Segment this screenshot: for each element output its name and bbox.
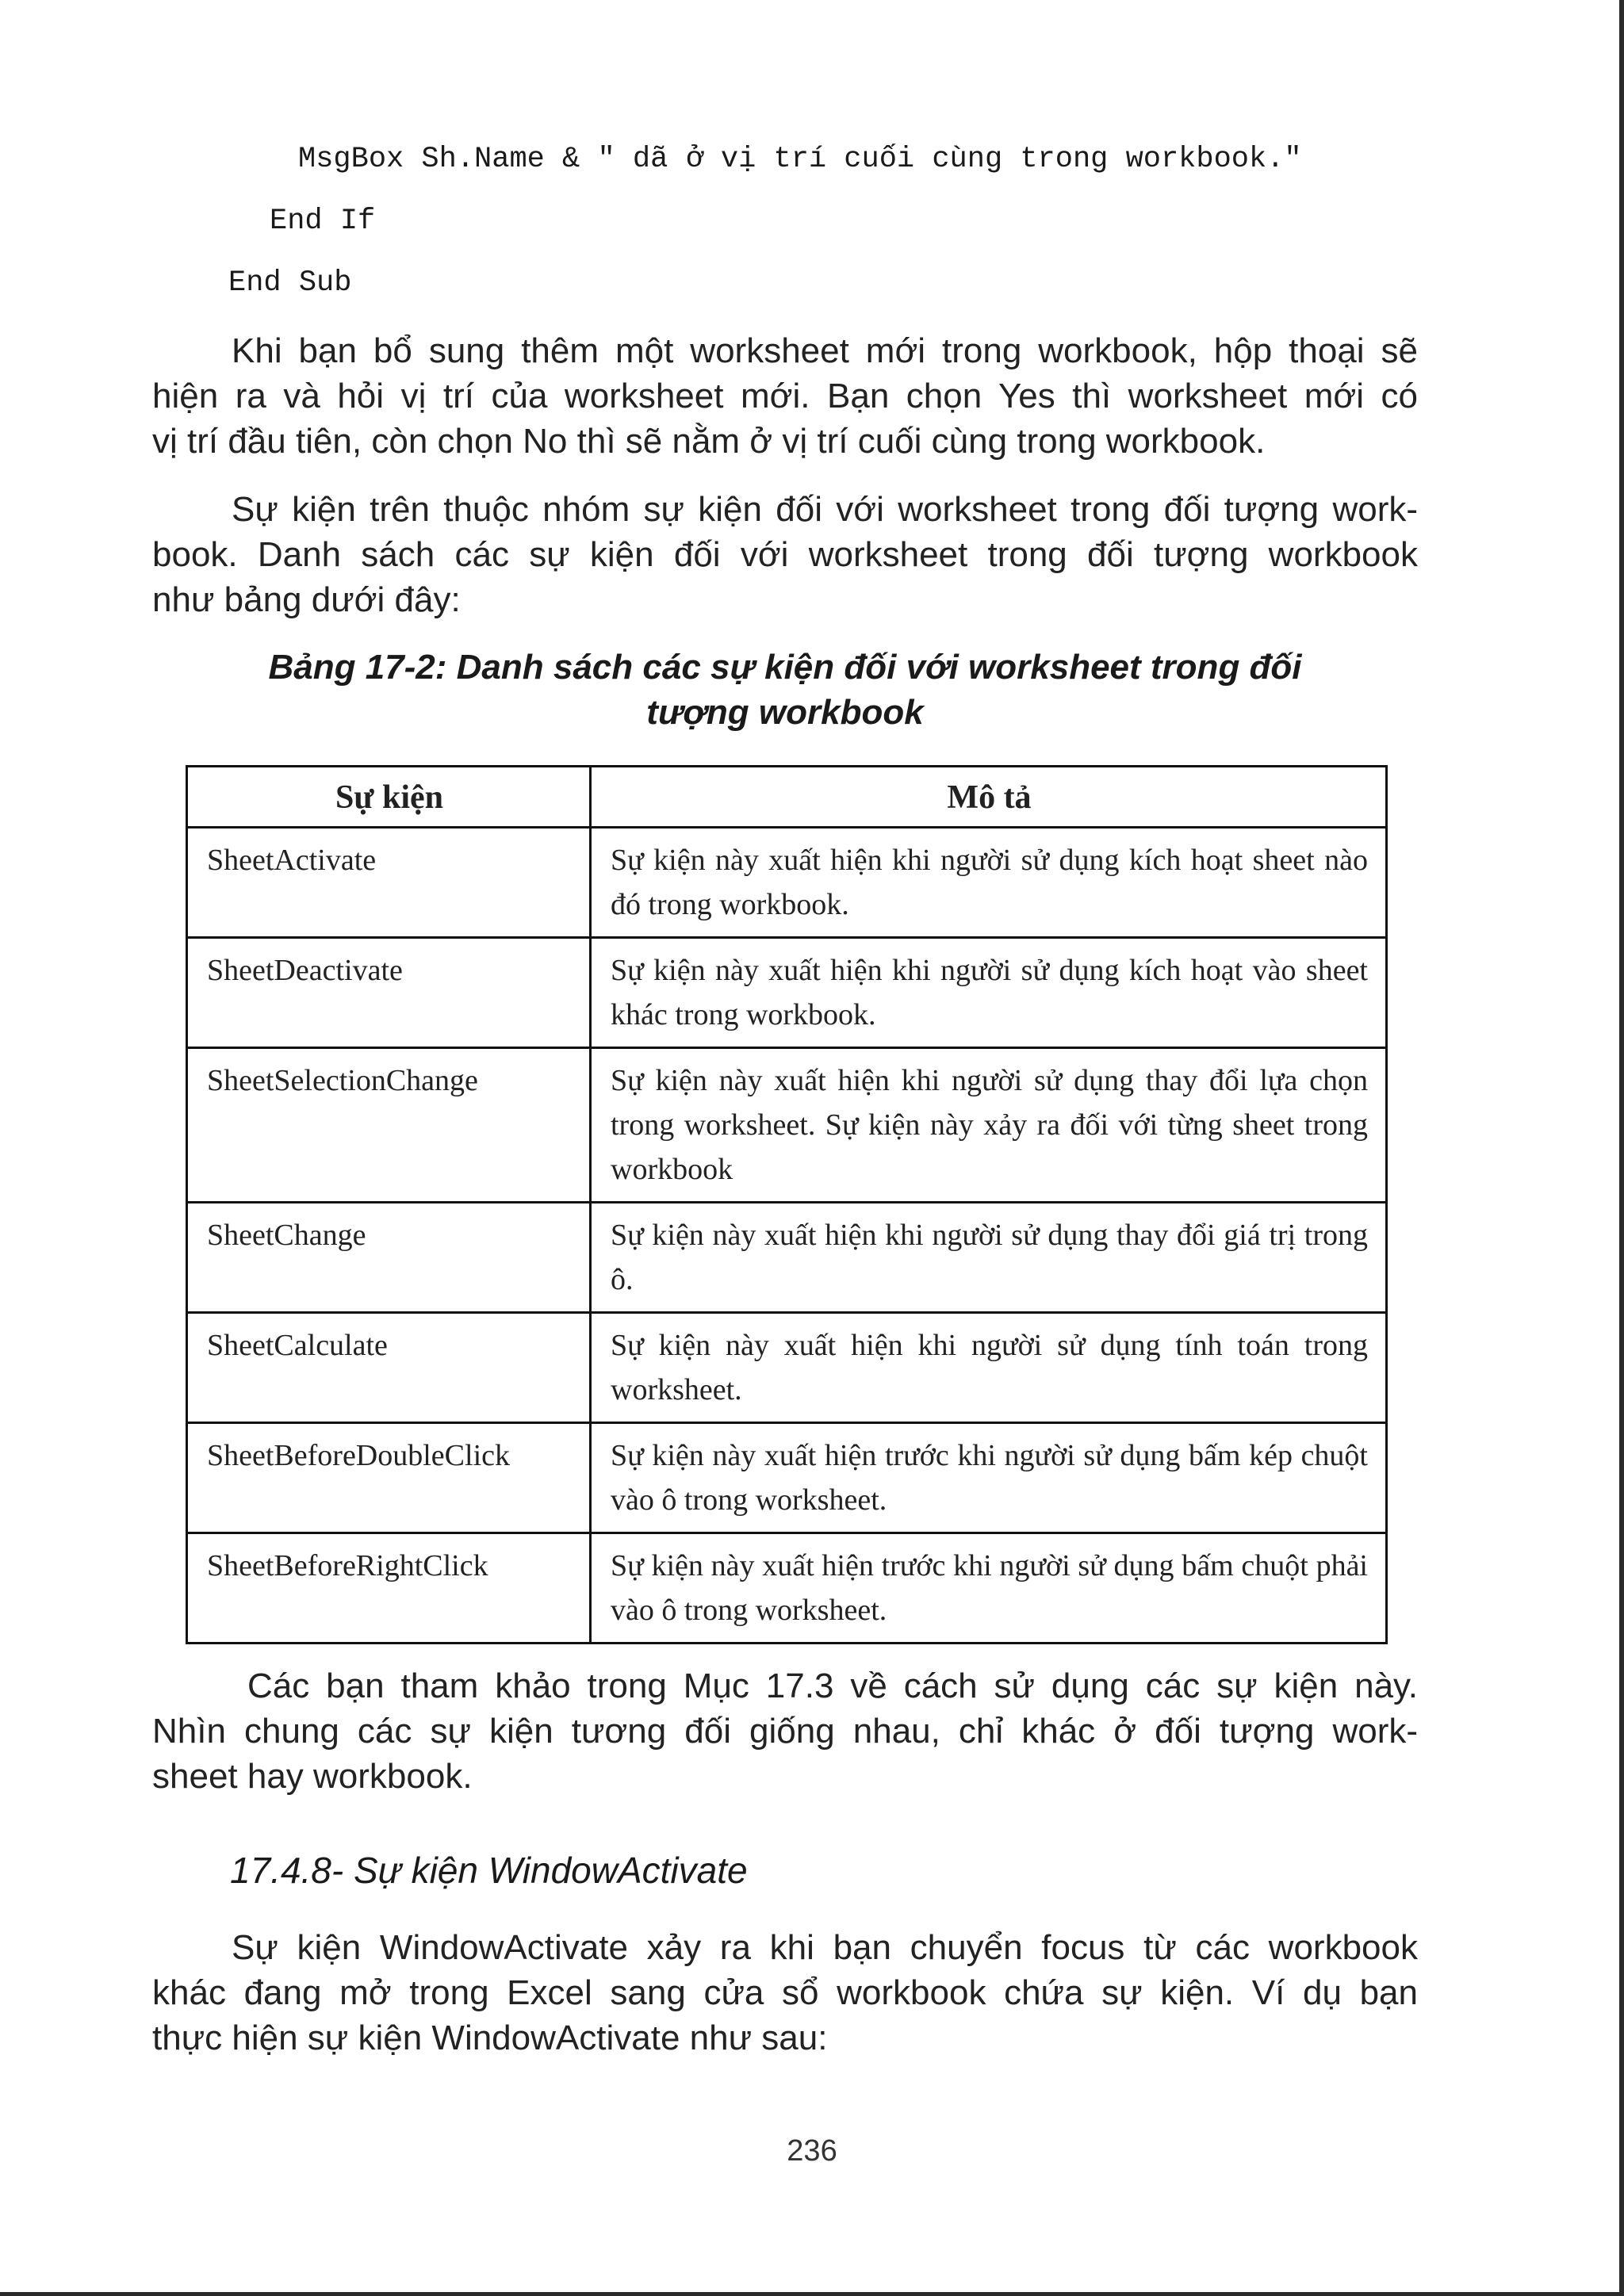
scan-right-border bbox=[1619, 0, 1624, 2296]
event-description: Sự kiện này xuất hiện khi người sử dụng thay đổi giá trị trong ô. bbox=[591, 1203, 1387, 1313]
paragraph-reference bbox=[152, 1663, 1418, 1799]
event-name: SheetSelectionChange bbox=[187, 1048, 591, 1203]
event-name: SheetDeactivate bbox=[187, 938, 591, 1048]
paragraph1-line2: hiện ra và hỏi vị trí của worksheet mới. Bạn chọn Yes thì worksheet mới có bbox=[152, 377, 1418, 415]
event-description: Sự kiện này xuất hiện khi người sử dụng thay đổi lựa chọn trong worksheet. Sự kiện này xảy ra đối với từng sheet trong workbook bbox=[591, 1048, 1387, 1203]
table-row bbox=[187, 938, 1387, 1048]
paragraph2-line2: book. Danh sách các sự kiện đối với worksheet trong đối tượng workbook bbox=[152, 535, 1418, 574]
paragraph1-line3: vị trí đầu tiên, còn chọn No thì sẽ nằm ở vị trí cuối cùng trong workbook. bbox=[152, 422, 1266, 461]
table-row bbox=[187, 1048, 1387, 1203]
table-row bbox=[187, 1533, 1387, 1644]
event-description: Sự kiện này xuất hiện trước khi người sử dụng bấm chuột phải vào ô trong worksheet. bbox=[591, 1533, 1387, 1644]
paragraph-window-activate bbox=[152, 1925, 1418, 2061]
scan-bottom-border bbox=[0, 2292, 1624, 2296]
paragraph2-line3: như bảng dưới đây: bbox=[152, 580, 461, 619]
event-name: SheetBeforeRightClick bbox=[187, 1533, 591, 1644]
paragraph3-line1: Các bạn tham khảo trong Mục 17.3 về cách sử dụng các sự kiện này. bbox=[247, 1667, 1418, 1705]
table-header-row bbox=[187, 767, 1387, 828]
event-name: SheetActivate bbox=[187, 828, 591, 938]
paragraph4-line3: thực hiện sự kiện WindowActivate như sau: bbox=[152, 2019, 828, 2057]
event-description: Sự kiện này xuất hiện khi người sử dụng kích hoạt sheet nào đó trong workbook. bbox=[591, 828, 1387, 938]
paragraph2-line1: Sự kiện trên thuộc nhóm sự kiện đối với worksheet trong đối tượng work- bbox=[232, 490, 1418, 529]
table-row bbox=[187, 1313, 1387, 1423]
table-row bbox=[187, 828, 1387, 938]
page-number: 236 bbox=[787, 2134, 837, 2168]
header-event: Sự kiện bbox=[187, 767, 591, 828]
event-description: Sự kiện này xuất hiện khi người sử dụng kích hoạt vào sheet khác trong workbook. bbox=[591, 938, 1387, 1048]
paragraph-new-worksheet bbox=[152, 328, 1418, 464]
table-caption-line2: tượng workbook bbox=[646, 693, 924, 732]
paragraph-event-group bbox=[152, 487, 1418, 622]
paragraph3-line3: sheet hay workbook. bbox=[152, 1757, 473, 1796]
section-heading: 17.4.8- Sự kiện WindowActivate bbox=[230, 1850, 748, 1891]
code-line-msgbox: MsgBox Sh.Name & " dã ở vị trí cuối cùng trong workbook." bbox=[298, 143, 1302, 176]
table-caption bbox=[152, 645, 1418, 735]
event-description: Sự kiện này xuất hiện khi người sử dụng tính toán trong worksheet. bbox=[591, 1313, 1387, 1423]
event-name: SheetCalculate bbox=[187, 1313, 591, 1423]
paragraph4-line2: khác đang mở trong Excel sang cửa sổ workbook chứa sự kiện. Ví dụ bạn bbox=[152, 1973, 1418, 2012]
paragraph1-line1: Khi bạn bổ sung thêm một worksheet mới trong workbook, hộp thoại sẽ bbox=[232, 331, 1418, 370]
table-row bbox=[187, 1423, 1387, 1533]
event-name: SheetChange bbox=[187, 1203, 591, 1313]
paragraph3-line2: Nhìn chung các sự kiện tương đối giống nhau, chỉ khác ở đối tượng work- bbox=[152, 1712, 1418, 1751]
events-table bbox=[186, 765, 1388, 1644]
table-row bbox=[187, 1203, 1387, 1313]
event-name: SheetBeforeDoubleClick bbox=[187, 1423, 591, 1533]
code-line-end-sub: End Sub bbox=[228, 266, 352, 300]
table-caption-line1: Bảng 17-2: Danh sách các sự kiện đối với worksheet trong đối bbox=[268, 648, 1302, 687]
event-description: Sự kiện này xuất hiện trước khi người sử dụng bấm kép chuột vào ô trong worksheet. bbox=[591, 1423, 1387, 1533]
paragraph4-line1: Sự kiện WindowActivate xảy ra khi bạn chuyển focus từ các workbook bbox=[232, 1928, 1418, 1967]
code-line-end-if: End If bbox=[270, 205, 376, 238]
header-description: Mô tả bbox=[591, 767, 1387, 828]
